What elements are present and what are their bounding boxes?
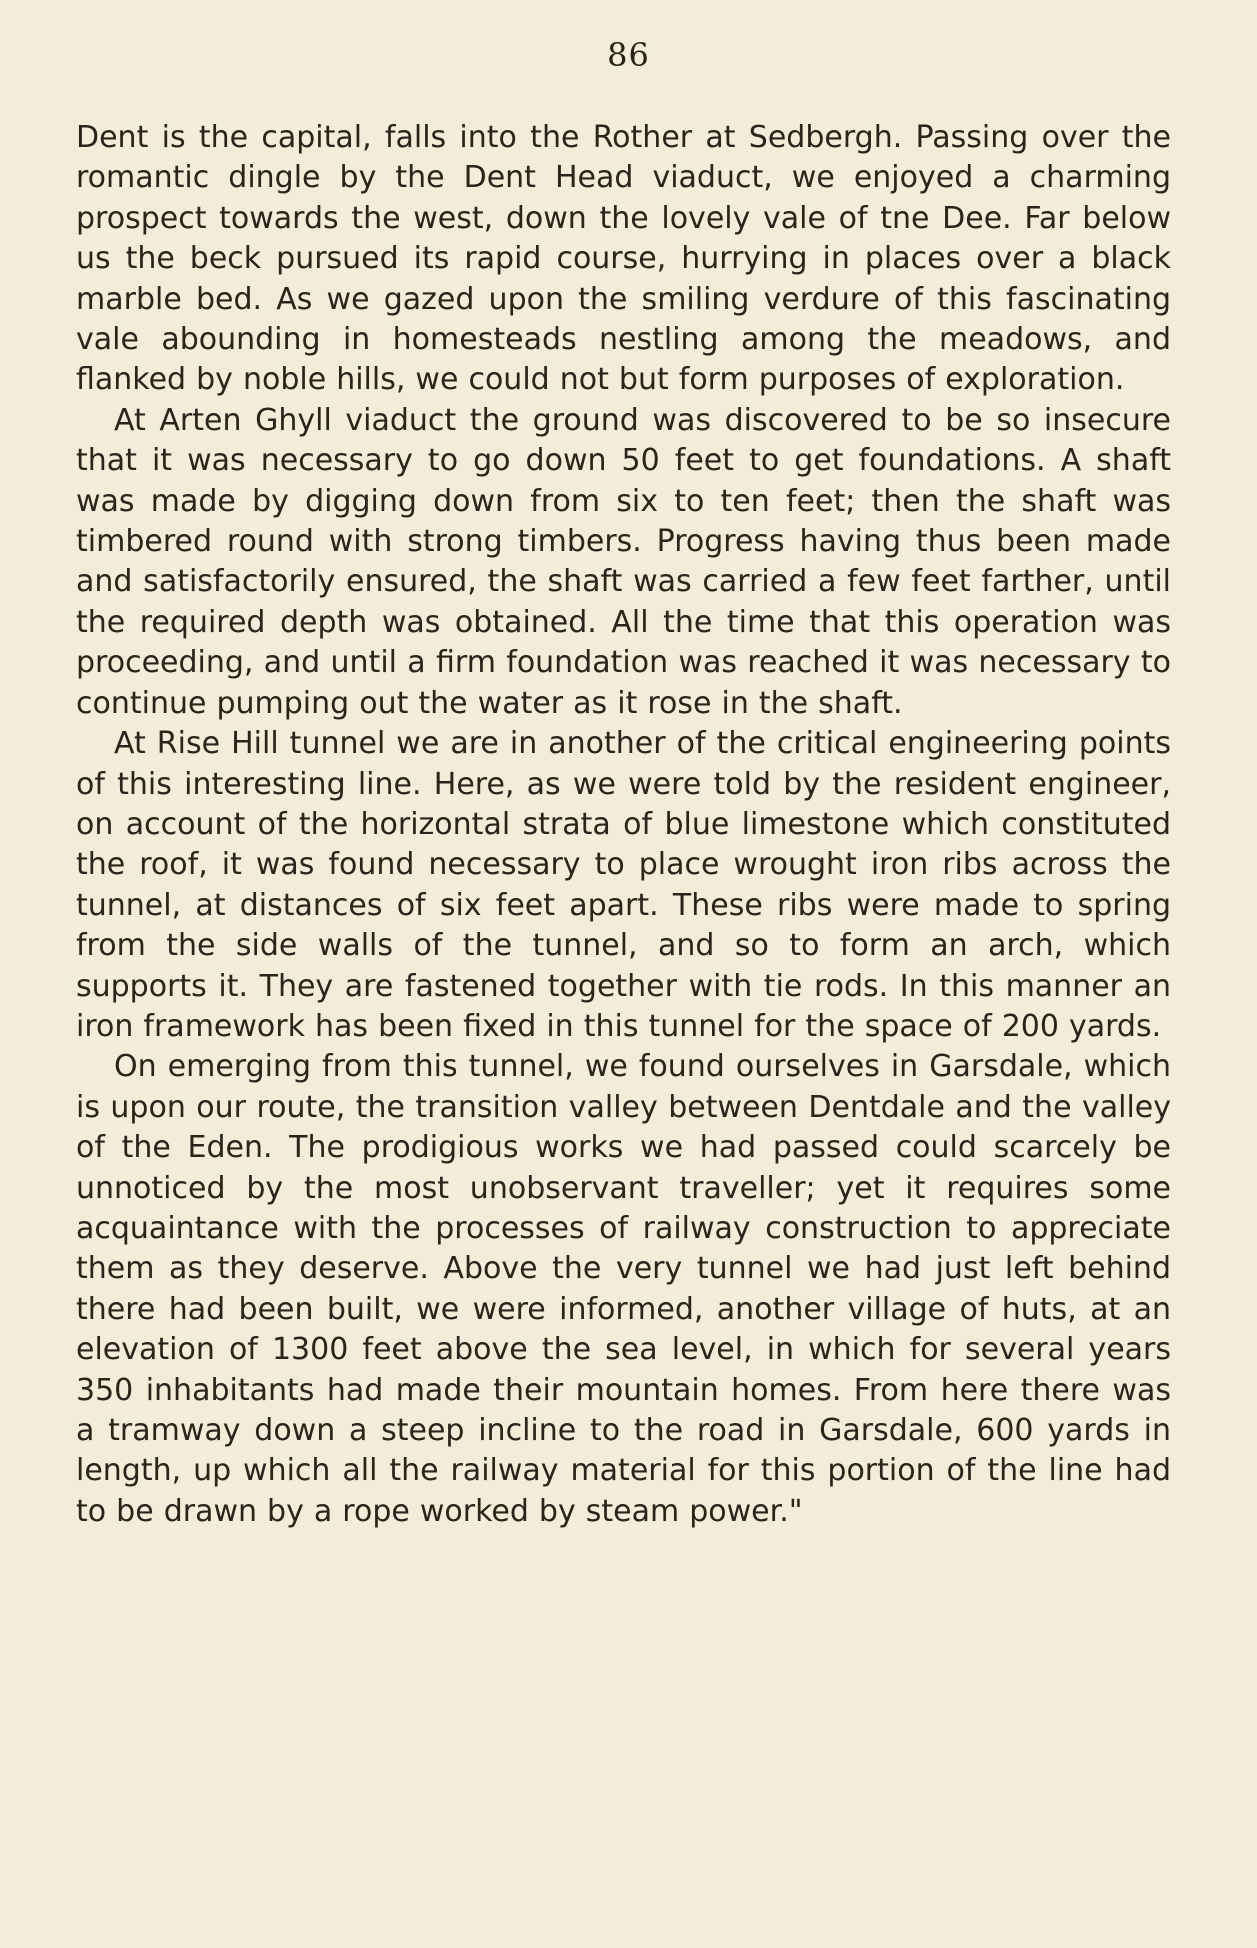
paragraph-rise-hill: At Rise Hill tunnel we are in another of the critical engineering points of this interesting line. Here, as we were told by the resident engineer, on account of the horizontal strata of blue limestone which constituted the roof, it was found necessary to place wrought iron ribs across the tunnel, at distances of six feet apart. These ribs were made to spring from the side walls of the tunnel, and so to form an arch, which supports it. They are fastened together with tie rods. In this manner an iron framework has been fixed in this tunnel for the space of 200 yards. [76, 726, 1171, 1044]
page-number: 86 [607, 36, 650, 74]
paragraph-garsdale: On emerging from this tunnel, we found ourselves in Garsdale, which is upon our route, the transition valley between Dentdale and the valley of the Eden. The prodigious works we had passed could scarcely be unnoticed by the most unobservant traveller; yet it requires some acquaintance with the processes of railway construction to appreciate them as they deserve. Above the very tunnel we had just left behind there had been built, we were informed, another village of huts, at an elevation of 1300 feet above the sea level, in which for several years 350 inhabitants had made their mountain homes. From here there was a tramway down a steep incline to the road in Garsdale, 600 yards in length, up which all the railway material for this portion of the line had to be drawn by a rope worked by steam power." [76, 1049, 1171, 1529]
paragraph-dent-head: Dent is the capital, falls into the Rother at Sedbergh. Passing over the romantic dingle by the Dent Head viaduct, we enjoyed a charming prospect towards the west, down the lovely vale of tne Dee. Far below us the beck pursued its rapid course, hurrying in places over a black marble bed. As we gazed upon the smiling verdure of this fascinating vale abounding in homesteads nestling among the meadows, and flanked by noble hills, we could not but form purposes of exploration. [76, 120, 1171, 398]
paragraph-arten-ghyll: At Arten Ghyll viaduct the ground was discovered to be so insecure that it was necessary to go down 50 feet to get foundations. A shaft was made by digging down from six to ten feet; then the shaft was timbered round with strong timbers. Progress having thus been made and satisfactorily ensured, the shaft was carried a few feet farther, until the required depth was obtained. All the time that this operation was proceeding, and until a firm foundation was reached it was necessary to continue pumping out the water as it rose in the shaft. [76, 402, 1171, 721]
body-text [76, 118, 1171, 1532]
